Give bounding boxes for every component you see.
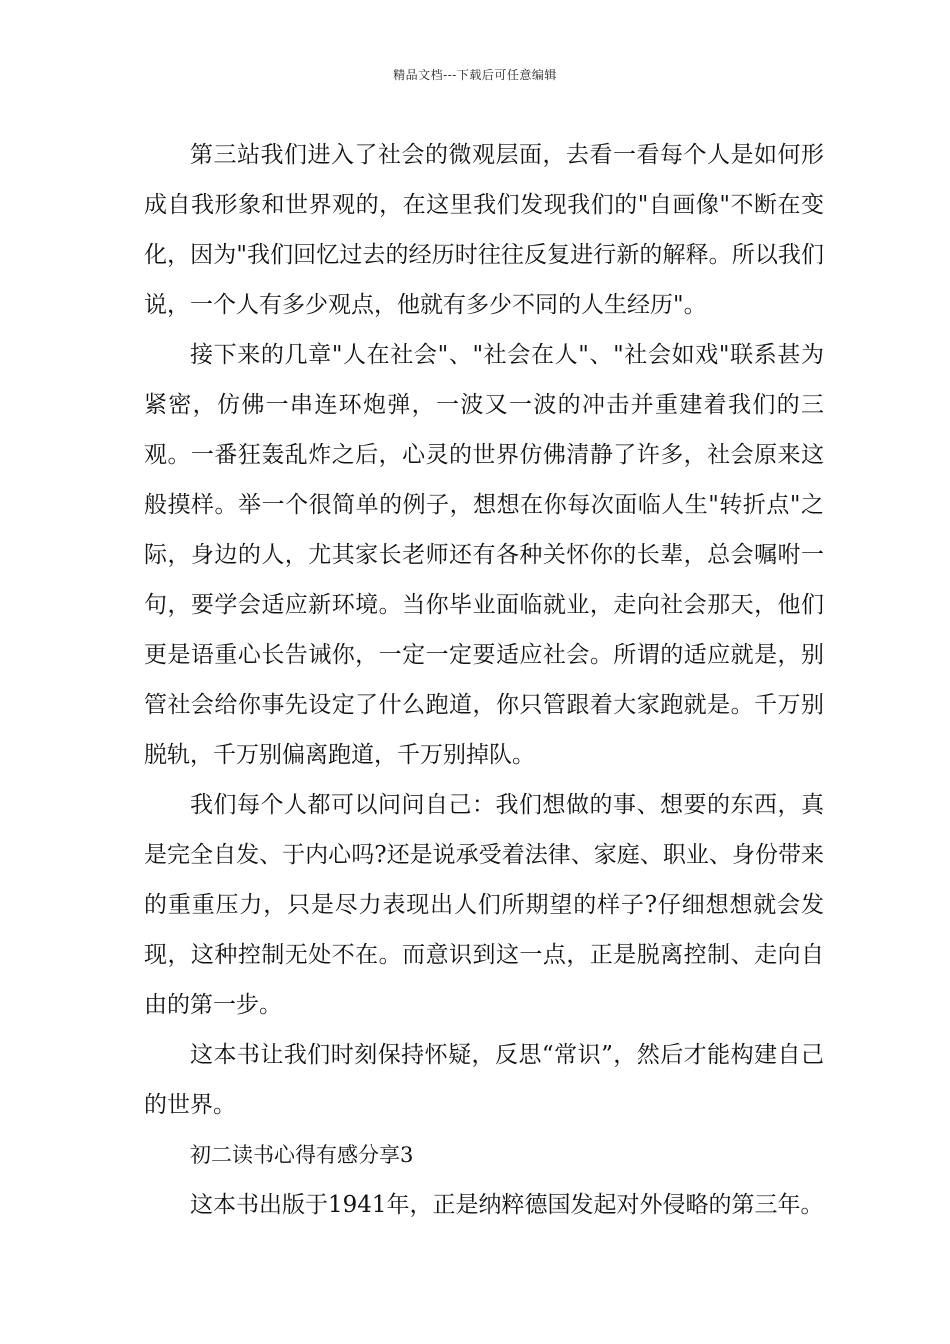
document-body (144, 130, 824, 1230)
page-header: 精品文档---下载后可任意编辑 (393, 68, 557, 82)
section-heading: 初二读书心得有感分享3 (190, 1143, 414, 1167)
paragraph-2: 接下来的几章"人在社会"、"社会在人"、"社会如戏"联系甚为紧密，仿佛一串连环炮弹，一波又一波的冲击并重建着我们的三观。一番狂轰乱炸之后，心灵的世界仿佛清静了许多，社会原来这般摸样。举一个很简单的例子，想想在你每次面临人生"转折点"之际，身边的人，尤其家长老师还有各种关怀你的长辈，总会嘱咐一句，要学会适应新环境。当你毕业面临就业，走向社会那天，他们更是语重心长告诫你，一定一定要适应社会。所谓的适应就是，别管社会给你事先设定了什么跑道，你只管跟着大家跑就是。千万别脱轨，千万别偏离跑道，千万别掉队。 (144, 342, 824, 768)
paragraph-3: 我们每个人都可以问问自己：我们想做的事、想要的东西，真是完全自发、于内心吗?还是说承受着法律、家庭、职业、身份带来的重重压力，只是尽力表现出人们所期望的样子?仔细想想就会发现，这种控制无处不在。而意识到这一点，正是脱离控制、走向自由的第一步。 (144, 792, 824, 1018)
paragraph-4: 这本书让我们时刻保持怀疑，反思“常识”，然后才能构建自己的世界。 (144, 1042, 824, 1118)
paragraph-1: 第三站我们进入了社会的微观层面，去看一看每个人是如何形成自我形象和世界观的，在这里我们发现我们的"自画像"不断在变化，因为"我们回忆过去的经历时往往反复进行新的解释。所以我们说，一个人有多少观点，他就有多少不同的人生经历"。 (144, 142, 824, 318)
paragraph-5: 这本书出版于1941年，正是纳粹德国发起对外侵略的第三年。 (190, 1192, 824, 1218)
